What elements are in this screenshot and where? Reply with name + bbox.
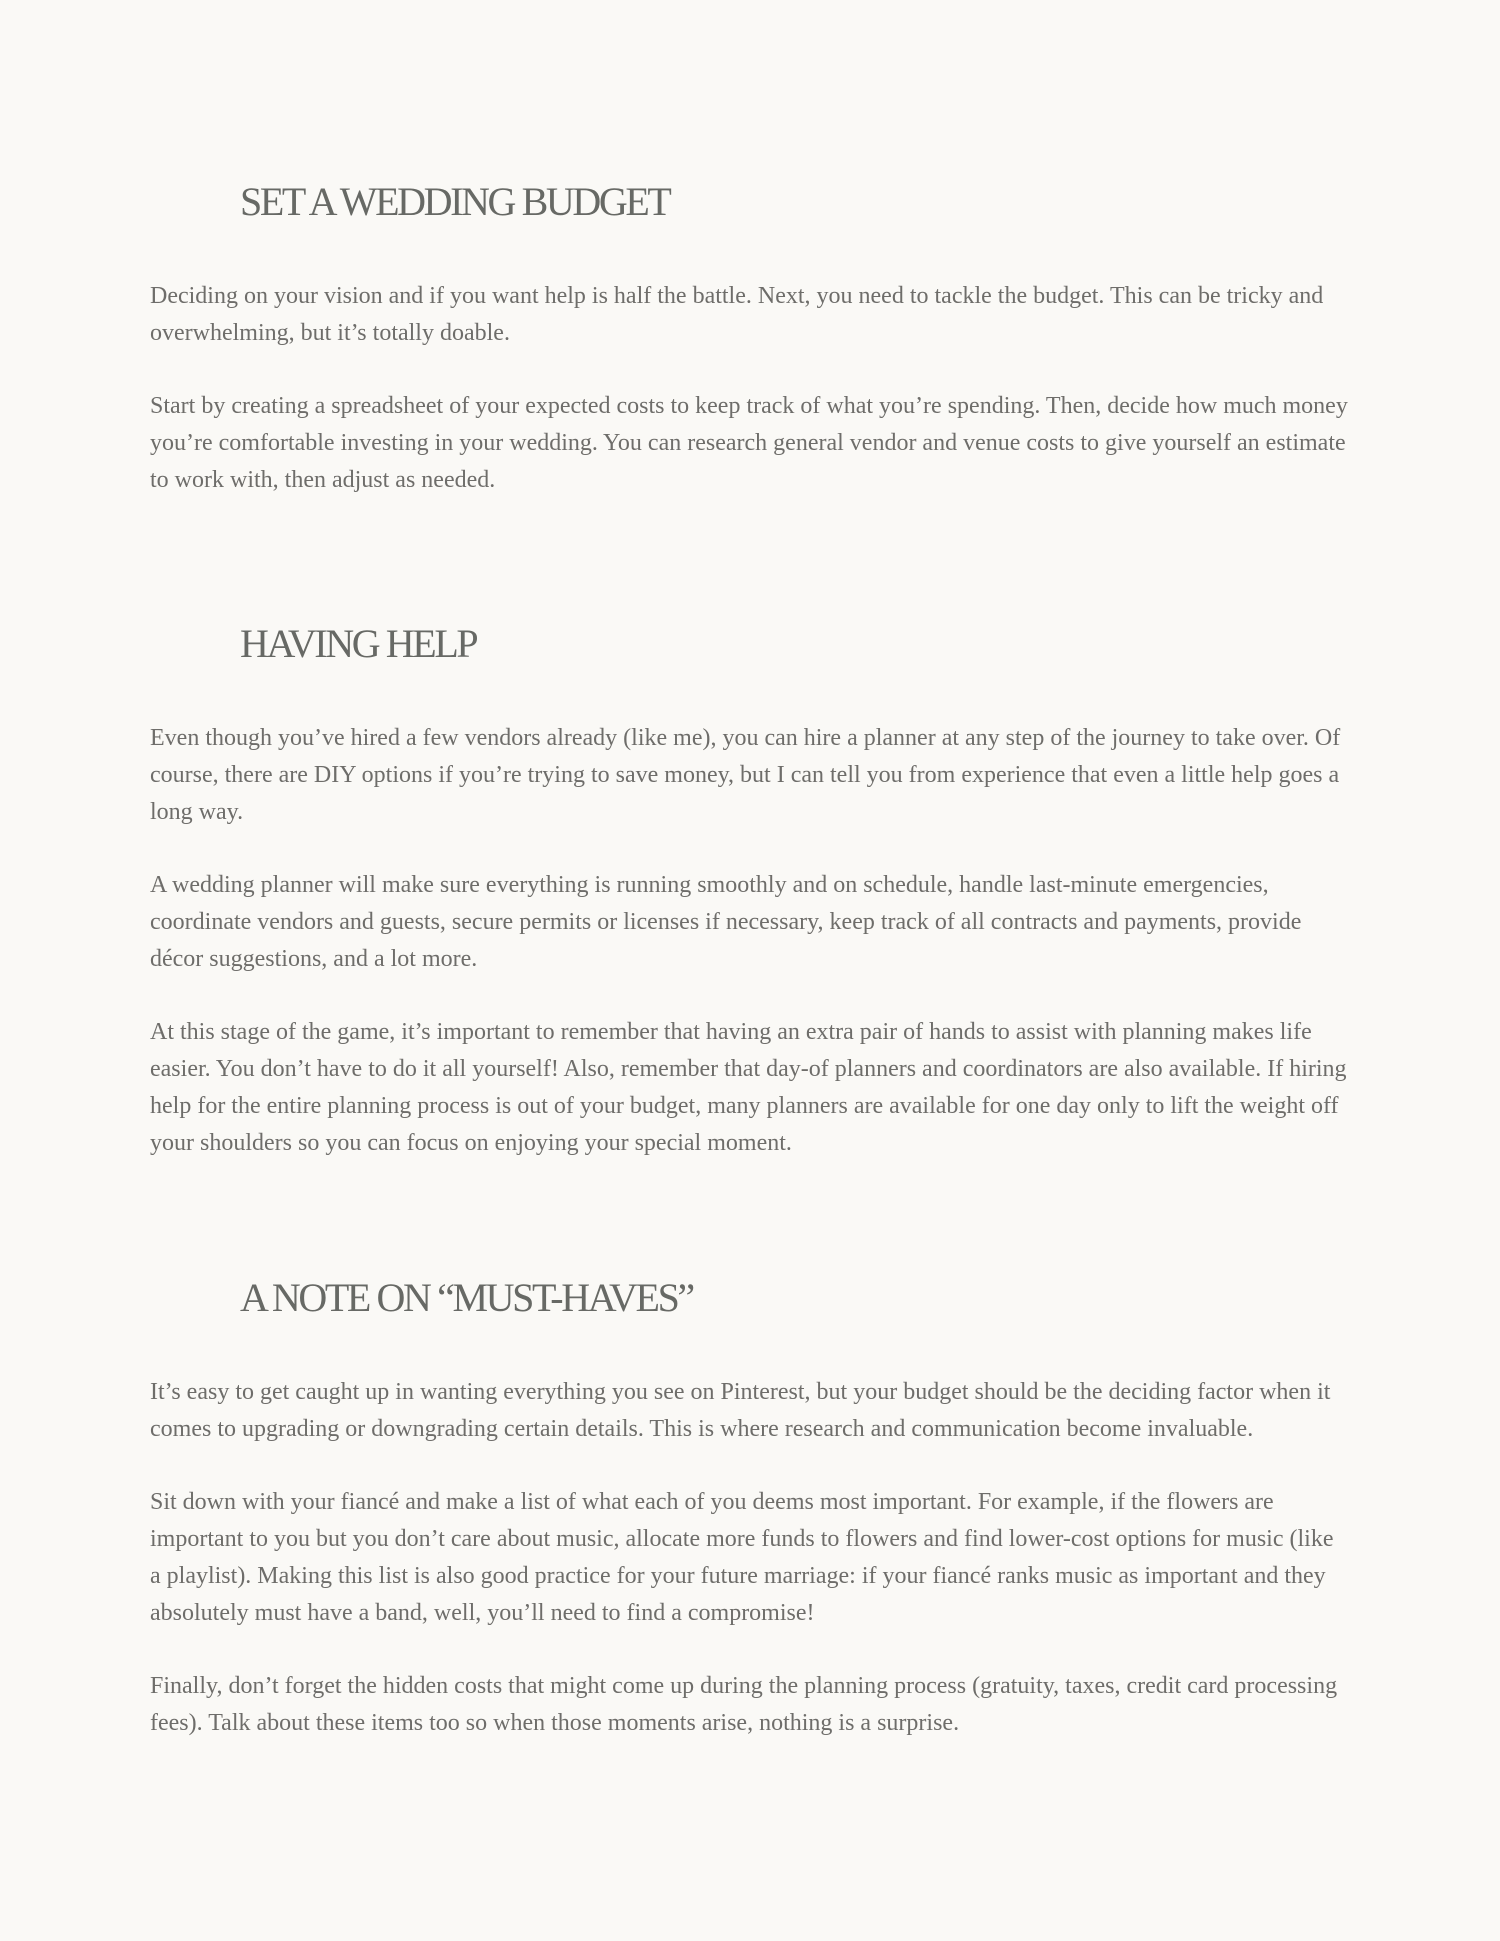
paragraph: Start by creating a spreadsheet of your expected costs to keep track of what you’re spending. Then, decide how much money you’re comfortable investing in your wedding. You can research general vendor and venue costs to give yourself an estimate to work with, then adjust as needed. — [150, 393, 1348, 493]
section-heading: SET A WEDDING BUDGET — [240, 179, 670, 224]
section-budget — [150, 178, 1350, 499]
paragraph: Even though you’ve hired a few vendors already (like me), you can hire a planner at any step of the journey to take over. Of course, there are DIY options if you’re trying to save money, but I can tell you from experience that even a little help goes a long way. — [150, 725, 1341, 825]
paragraph: A wedding planner will make sure everything is running smoothly and on schedule, handle last-minute emergencies, coordinate vendors and guests, secure permits or licenses if necessary, keep track of all contracts and payments, provide décor suggestions, and a lot more. — [150, 872, 1302, 972]
paragraph: Deciding on your vision and if you want help is half the battle. Next, you need to tackle the budget. This can be tricky and overwhelming, but it’s totally doable. — [150, 283, 1324, 346]
paragraph: At this stage of the game, it’s important to remember that having an extra pair of hands to assist with planning makes life easier. You don’t have to do it all yourself! Also, remember that day-of planners and coordinators are also available. If hiring help for the entire planning process is out of your budget, many planners are available for one day only to lift the weight off your shoulders so you can focus on enjoying your special moment. — [150, 1019, 1347, 1156]
section-heading: HAVING HELP — [240, 621, 477, 666]
paragraph: It’s easy to get caught up in wanting everything you see on Pinterest, but your budget should be the deciding factor when it comes to upgrading or downgrading certain details. This is where research and communication become invaluable. — [150, 1379, 1331, 1442]
paragraph: Finally, don’t forget the hidden costs that might come up during the planning process (gratuity, taxes, credit card processing fees). Talk about these items too so when those moments arise, nothing is a surprise. — [150, 1673, 1338, 1736]
section-must-haves — [150, 1274, 1350, 1742]
paragraph: Sit down with your fiancé and make a list of what each of you deems most important. For example, if the flowers are important to you but you don’t care about music, allocate more funds to flowers and find lower-cost options for music (like a playlist). Making this list is also good practice for your future marriage: if your fiancé ranks music as important and they absolutely must have a band, well, you’ll need to find a compromise! — [150, 1489, 1334, 1626]
section-having-help — [150, 620, 1350, 1162]
section-heading: A NOTE ON “MUST-HAVES” — [240, 1275, 693, 1320]
